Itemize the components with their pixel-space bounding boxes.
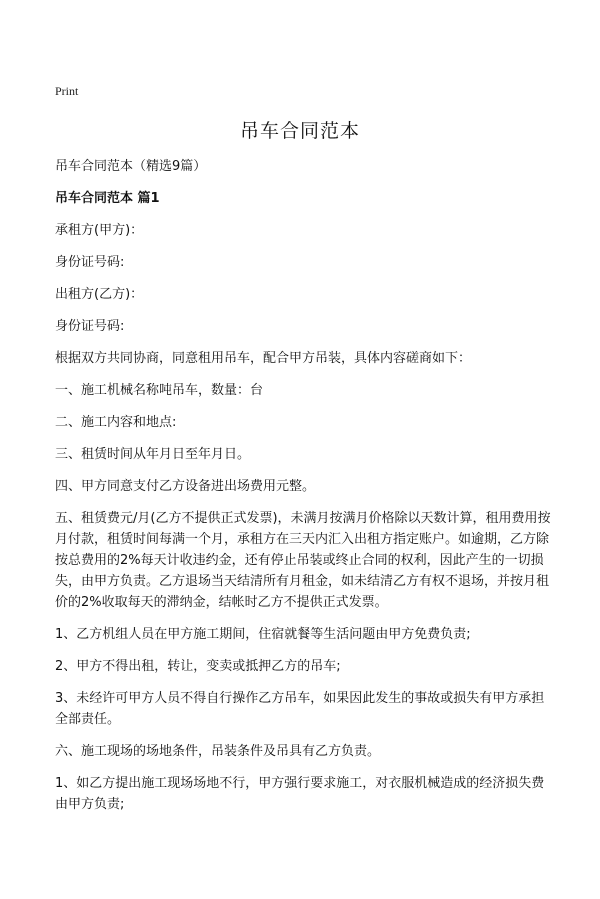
sub-clause-2: 2、甲方不得出租，转让，变卖或抵押乙方的吊车;: [55, 659, 341, 674]
document-body: [55, 156, 555, 826]
clause-6: 六、施工现场的场地条件，吊装条件及吊具有乙方负责。: [55, 744, 381, 759]
sub-clause-3: 3、未经许可甲方人员不得自行操作乙方吊车，如果因此发生的事故或损失有甲方承担全部责任。: [55, 691, 545, 727]
sub-clause-1: 1、乙方机组人员在甲方施工期间，住宿就餐等生活问题由甲方免费负责;: [55, 627, 471, 642]
intro-paragraph: 根据双方共同协商，同意租用吊车，配合甲方吊装，具体内容磋商如下：: [55, 351, 472, 366]
document-subtitle: 吊车合同范本（精选9篇）: [55, 159, 207, 174]
document-title: 吊车合同范本: [239, 120, 360, 142]
clause-4: 四、甲方同意支付乙方设备进出场费用元整。: [55, 479, 316, 494]
print-link[interactable]: Print: [55, 84, 79, 98]
section-heading: 吊车合同范本 篇1: [55, 191, 160, 206]
clause-1: 一、施工机械名称吨吊车，数量：台: [55, 383, 264, 398]
lessor-line: 出租方(乙方)：: [55, 287, 144, 302]
clause-3: 三、租赁时间从年月日至年月日。: [55, 447, 251, 462]
lessor-id-line: 身份证号码:: [55, 319, 125, 334]
clause-6-sub-1: 1、如乙方提出施工现场场地不行，甲方强行要求施工，对衣服机械造成的经济损失费由甲方负责;: [55, 776, 545, 812]
lessee-line: 承租方(甲方)：: [55, 223, 144, 238]
clause-2: 二、施工内容和地点:: [55, 415, 177, 430]
clause-5: 五、租赁费元/月(乙方不提供正式发票)，未满月按满月价格除以天数计算，租用费用按月付款，租赁时间每满一个月，承租方在三天内汇入出租方指定账户。如逾期，乙方除按总费用的2%每天计收违约金，还有停止吊装或终止合同的权利，因此产生的一切损失，由甲方负责。乙方退场当天结清所有月租金，如未结清乙方有权不退场，并按月租价的2%收取每天的滞纳金，结帐时乙方不提供正式发票。: [55, 511, 551, 610]
lessee-id-line: 身份证号码:: [55, 255, 125, 270]
